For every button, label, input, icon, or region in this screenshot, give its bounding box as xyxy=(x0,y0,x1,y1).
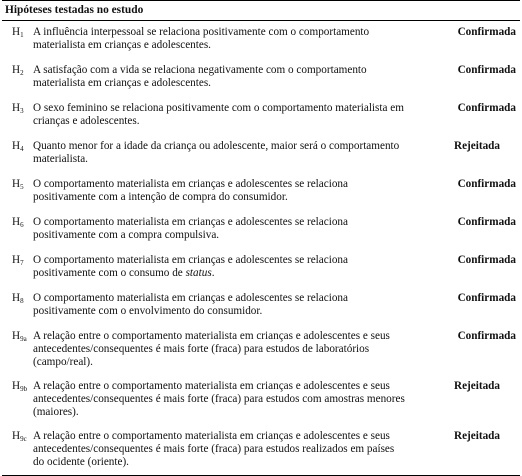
hypothesis-text: A influência interpessoal se relaciona positivamente com o comportamento materialista em crianças e adolescentes. xyxy=(33,26,370,51)
hypothesis-text: A relação entre o comportamento materialista em crianças e adolescentes e seus antecedentes/consequentes é mais forte (fraca) para estudos realizados em países do ocidente (oriente). xyxy=(33,430,395,468)
hypothesis-id: $H_{9b}$ xyxy=(12,380,28,393)
table-row xyxy=(2,97,520,135)
hypothesis-text: O comportamento materialista em crianças e adolescentes se relaciona positivamente com a intenção de compra do consumidor. xyxy=(33,178,348,203)
table-row xyxy=(2,211,520,249)
hypothesis-status: Rejeitada xyxy=(454,430,500,442)
table-row xyxy=(2,249,520,287)
hypothesis-id: $H_6$ xyxy=(12,216,24,229)
hypothesis-status: Confirmada xyxy=(457,330,516,342)
hypothesis-id: $H_1$ xyxy=(12,26,24,39)
hypothesis-status: Confirmada xyxy=(457,178,516,190)
hypothesis-status: Confirmada xyxy=(457,254,516,266)
status-term: status xyxy=(185,266,212,279)
hypothesis-text: O comportamento materialista em crianças e adolescentes se relaciona positivamente com a compra compulsiva. xyxy=(33,216,348,241)
hypothesis-status: Rejeitada xyxy=(454,140,500,152)
hypothesis-status: Confirmada xyxy=(457,64,516,76)
hypothesis-id: $H_3$ xyxy=(12,102,24,115)
table-row xyxy=(2,425,520,475)
hypothesis-text: O sexo feminino se relaciona positivamente com o comportamento materialista em crianças e adolescentes. xyxy=(33,102,404,127)
hypothesis-text: O comportamento materialista em crianças e adolescentes se relaciona positivamente com o envolvimento do consumidor. xyxy=(33,292,348,317)
hypothesis-id: $H_{9c}$ xyxy=(12,430,27,443)
table-row xyxy=(2,135,520,173)
hypothesis-status: Confirmada xyxy=(457,292,516,304)
hypothesis-text: A satisfação com a vida se relaciona negativamente com o comportamento materialista em crianças e adolescentes. xyxy=(33,64,367,89)
hypotheses-table xyxy=(2,0,520,476)
hypothesis-id: $H_2$ xyxy=(12,64,24,77)
table-row xyxy=(2,325,520,375)
table-row xyxy=(2,59,520,97)
hypothesis-id: $H_{9a}$ xyxy=(12,330,27,343)
table-row xyxy=(2,375,520,425)
table-row xyxy=(2,287,520,325)
hypothesis-id: $H_7$ xyxy=(12,254,24,267)
table-row xyxy=(2,173,520,211)
table-header: Hipóteses testadas no estudo xyxy=(5,4,144,16)
hypothesis-status: Rejeitada xyxy=(454,380,500,392)
hypothesis-text: Quanto menor for a idade da criança ou adolescente, maior será o comportamento materialista. xyxy=(33,140,400,165)
hypothesis-text: A relação entre o comportamento materialista em crianças e adolescentes e seus antecedentes/consequentes é mais forte (fraca) para estudos com amostras menores (maiores). xyxy=(33,380,405,418)
hypothesis-id: $H_5$ xyxy=(12,178,24,191)
hypothesis-id: $H_8$ xyxy=(12,292,24,305)
hypothesis-id: $H_4$ xyxy=(12,140,24,153)
hypothesis-text: A relação entre o comportamento materialista em crianças e adolescentes e seus antecedentes/consequentes é mais forte (fraca) para estudos de laboratórios (campo/real). xyxy=(33,330,390,368)
hypothesis-text: O comportamento materialista em crianças e adolescentes se relaciona positivamente com o consumo de status. xyxy=(33,254,348,279)
hypothesis-status: Confirmada xyxy=(457,102,516,114)
table-row xyxy=(2,21,520,59)
hypothesis-status: Confirmada xyxy=(457,216,516,228)
hypothesis-status: Confirmada xyxy=(457,26,516,38)
